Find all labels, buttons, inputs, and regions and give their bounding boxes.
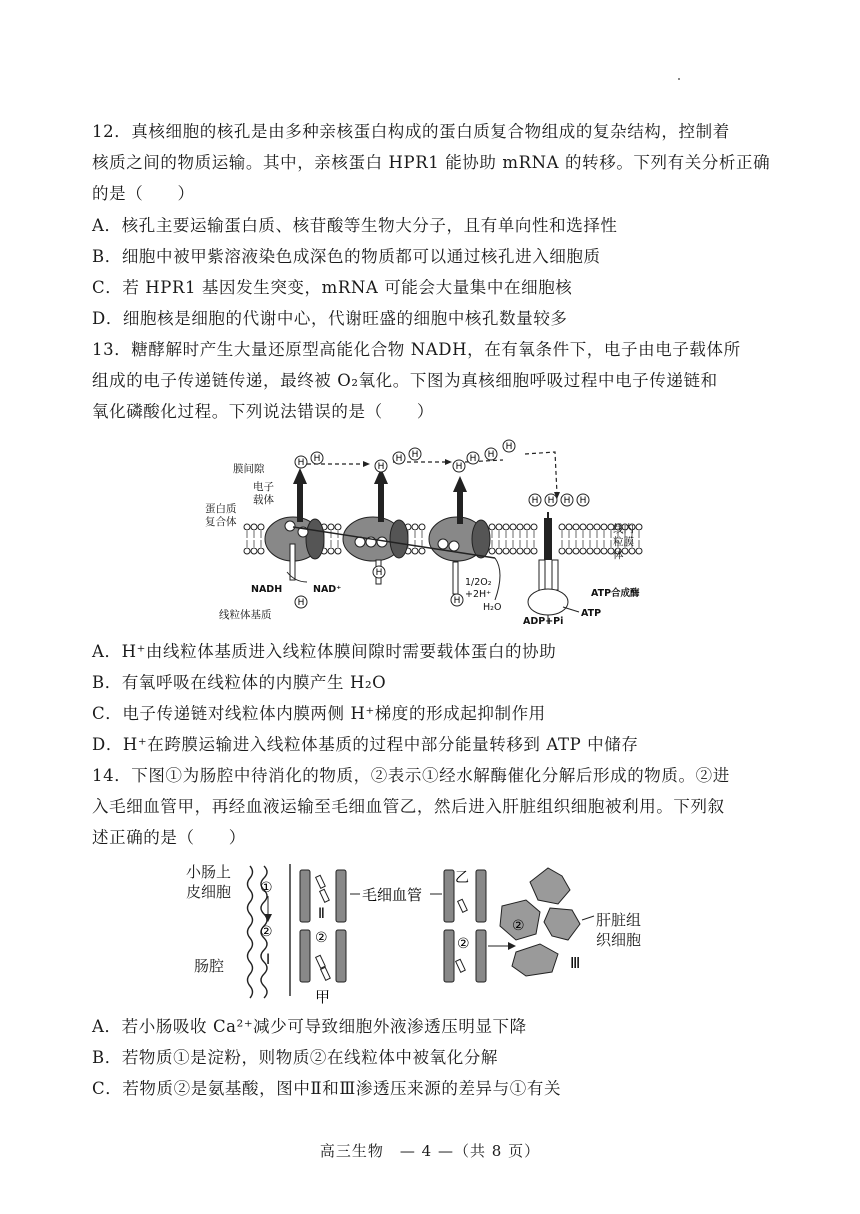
label-intermembrane: 膜间隙 xyxy=(233,463,265,475)
lipid-head xyxy=(517,548,523,554)
proton-label: H xyxy=(531,496,539,506)
label-complex-2: 复合体 xyxy=(205,516,237,528)
lipid-head xyxy=(328,524,334,530)
label-circle-2-liver: ② xyxy=(512,918,525,934)
label-h2o: H₂O xyxy=(483,602,502,613)
q13-stem-line-2: 组成的电子传递链传递，最终被 O₂氧化。下图为真核细胞呼吸过程中电子传递链和 xyxy=(92,371,718,390)
lipid-head xyxy=(258,548,264,554)
q12-stem-line-1: 12．真核细胞的核孔是由多种亲核蛋白构成的蛋白质复合物组成的复杂结构，控制着 xyxy=(92,122,730,141)
lipid-head xyxy=(636,524,642,530)
lipid-head xyxy=(559,524,565,530)
lipid-head xyxy=(566,524,572,530)
q13-option-c: C．电子传递链对线粒体内膜两侧 H⁺梯度的形成起抑制作用 xyxy=(92,704,546,723)
label-2h: +2H⁺ xyxy=(465,589,492,600)
label-roman-1: Ⅰ xyxy=(266,952,271,968)
lipid-head xyxy=(531,524,537,530)
lipid-head xyxy=(419,548,425,554)
label-atp: ATP xyxy=(581,608,602,619)
lipid-head xyxy=(258,524,264,530)
lipid-head xyxy=(496,548,502,554)
label-inner-2: 粒膜 xyxy=(613,536,634,548)
label-roman-2: Ⅱ xyxy=(318,906,325,922)
label-epithelium-1: 小肠上 xyxy=(186,863,232,881)
q14-stem-line-3: 述正确的是（ ） xyxy=(92,828,246,847)
proton-label: H xyxy=(297,458,305,468)
lipid-head xyxy=(510,524,516,530)
lipid-head xyxy=(489,548,495,554)
label-circle-2-left: ② xyxy=(260,924,273,940)
lipid-head xyxy=(510,548,516,554)
proton-label: H xyxy=(375,568,383,578)
lipid-head xyxy=(503,548,509,554)
q12-option-c: C．若 HPR1 基因发生突变，mRNA 可能会大量集中在细胞核 xyxy=(92,278,573,297)
q12-option-b: B．细胞中被甲紫溶液染色成深色的物质都可以通过核孔进入细胞质 xyxy=(92,247,601,266)
lipid-head xyxy=(251,548,257,554)
label-circle-2-mid: ② xyxy=(315,930,328,946)
lipid-head xyxy=(251,524,257,530)
label-circle-1: ① xyxy=(260,880,273,896)
lipid-head xyxy=(580,524,586,530)
label-carrier-1: 电子 xyxy=(253,481,274,493)
label-epithelium xyxy=(186,862,231,902)
lipid-head xyxy=(412,524,418,530)
label-inner-3: 体 xyxy=(613,549,624,561)
lipid-head xyxy=(587,524,593,530)
q14-option-b: B．若物质①是淀粉，则物质②在线粒体中被氧化分解 xyxy=(92,1048,499,1067)
lipid-head xyxy=(489,524,495,530)
q14-stem-line-1: 14．下图①为肠腔中待消化的物质，②表示①经水解酶催化分解后形成的物质。②进 xyxy=(92,766,730,785)
lipid-head xyxy=(517,524,523,530)
lipid-head xyxy=(601,548,607,554)
proton-label: H xyxy=(563,496,571,506)
label-carrier-2: 载体 xyxy=(253,494,274,506)
proton-label: H xyxy=(455,462,463,472)
lipid-head xyxy=(419,524,425,530)
page-footer: 高三生物 — 4 —（共 8 页） xyxy=(319,1142,541,1160)
proton-label: H xyxy=(297,598,305,608)
lipid-head xyxy=(573,548,579,554)
q13-option-d: D．H⁺在跨膜运输进入线粒体基质的过程中部分能量转移到 ATP 中储存 xyxy=(92,735,639,754)
q12-option-a: A．核孔主要运输蛋白质、核苷酸等生物大分子，且有单向性和选择性 xyxy=(92,216,618,235)
proton-label: H xyxy=(579,496,587,506)
q14-option-a: A．若小肠吸收 Ca²⁺减少可导致细胞外液渗透压明显下降 xyxy=(92,1017,527,1036)
label-inner-1: 线内 xyxy=(613,523,634,535)
q13-stem-line-3: 氧化磷酸化过程。下列说法错误的是（ ） xyxy=(92,402,434,421)
lipid-head xyxy=(335,524,341,530)
q12-stem-line-3: 的是（ ） xyxy=(92,184,195,203)
label-matrix: 线粒体基质 xyxy=(219,609,272,621)
lipid-head xyxy=(636,548,642,554)
label-jia: 甲 xyxy=(315,988,331,1006)
etc-diagram xyxy=(195,432,665,627)
scan-speck xyxy=(678,78,680,80)
lipid-head xyxy=(573,524,579,530)
lipid-head xyxy=(587,548,593,554)
label-roman-3: Ⅲ xyxy=(570,954,581,972)
lipid-head xyxy=(328,548,334,554)
label-capillary: 毛细血管 xyxy=(362,886,423,904)
label-liver-1: 肝脏组 xyxy=(596,911,642,929)
lipid-head xyxy=(566,548,572,554)
proton-label: H xyxy=(453,596,461,606)
lipid-head xyxy=(594,524,600,530)
lipid-head xyxy=(580,548,586,554)
q14-option-c: C．若物质②是氨基酸，图中Ⅱ和Ⅲ渗透压来源的差异与①有关 xyxy=(92,1079,562,1098)
label-nad: NAD⁺ xyxy=(313,584,342,595)
label-circle-2-right: ② xyxy=(457,936,470,952)
dashed-h-path xyxy=(307,452,557,494)
label-lumen: 肠腔 xyxy=(194,957,225,975)
q13-option-b: B．有氧呼吸在线粒体的内膜产生 H₂O xyxy=(92,673,387,692)
label-atp-synthase: ATP合成酶 xyxy=(591,588,640,599)
label-liver-2: 织细胞 xyxy=(596,931,642,949)
label-complex-1: 蛋白质 xyxy=(205,503,237,515)
proton-label: H xyxy=(313,454,321,464)
lipid-head xyxy=(594,548,600,554)
lipid-head xyxy=(601,524,607,530)
lipid-head xyxy=(524,548,530,554)
lipid-head xyxy=(503,524,509,530)
lipid-head xyxy=(524,524,530,530)
label-epithelium-2: 皮细胞 xyxy=(186,883,232,901)
proton-label: H xyxy=(377,462,385,472)
proton-label: H xyxy=(487,450,495,460)
q13-option-a: A．H⁺由线粒体基质进入线粒体膜间隙时需要载体蛋白的协助 xyxy=(92,642,557,661)
lipid-head xyxy=(335,548,341,554)
label-yi: 乙 xyxy=(455,870,469,886)
lipid-head xyxy=(531,548,537,554)
lipid-head xyxy=(244,524,250,530)
proton-label: H xyxy=(505,442,513,452)
label-liver xyxy=(596,910,641,950)
q13-stem-line-1: 13．糖酵解时产生大量还原型高能化合物 NADH，在有氧条件下，电子由电子载体所 xyxy=(92,340,741,359)
lipid-head xyxy=(412,548,418,554)
proton-label: H xyxy=(469,454,477,464)
q14-stem-line-2: 入毛细血管甲，再经血液运输至毛细血管乙，然后进入肝脏组织细胞被利用。下列叙 xyxy=(92,797,725,816)
label-o2: 1/2O₂ xyxy=(465,577,492,588)
label-adp: ADP+Pi xyxy=(523,616,564,627)
proton-label: H xyxy=(395,454,403,464)
lipid-head xyxy=(559,548,565,554)
q12-stem-line-2: 核质之间的物质运输。其中，亲核蛋白 HPR1 能协助 mRNA 的转移。下列有关分析正确 xyxy=(92,153,771,172)
lipid-head xyxy=(244,548,250,554)
proton-label: H xyxy=(411,450,419,460)
label-nadh: NADH xyxy=(251,584,283,595)
q12-option-d: D．细胞核是细胞的代谢中心，代谢旺盛的细胞中核孔数量较多 xyxy=(92,309,568,328)
proton-label: H xyxy=(547,496,555,506)
lipid-head xyxy=(629,548,635,554)
lipid-head xyxy=(496,524,502,530)
